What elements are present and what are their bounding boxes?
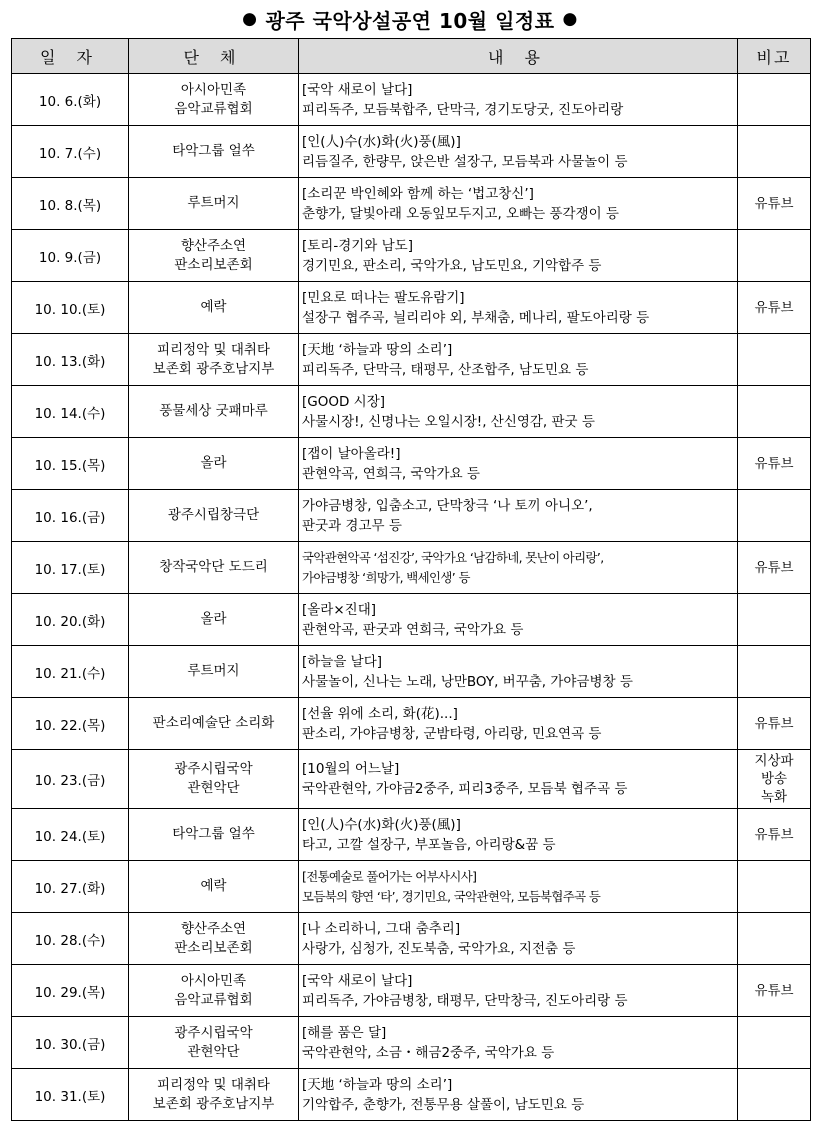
content-cell-line: 피리독주, 단막극, 태평무, 산조합주, 남도민요 등 — [302, 361, 589, 378]
note-cell — [738, 178, 811, 230]
date-cell: 10. 20.(화) — [12, 594, 129, 646]
date-cell: 10. 21.(수) — [12, 646, 129, 698]
note-cell-line: 유튜브 — [754, 195, 794, 212]
content-cell-line: 가야금병창, 입춤소고, 단막창극 ‘나 토끼 아니오’, — [302, 497, 593, 514]
header-date: 일 자 — [12, 39, 129, 74]
table-row — [12, 646, 811, 698]
group-cell-line: 올라 — [200, 611, 227, 627]
content-cell-line: 사물놀이, 신나는 노래, 낭만BOY, 버꾸춤, 가야금병창 등 — [302, 673, 633, 690]
content-cell-line: 국악관현악, 가야금2중주, 피리3중주, 모듬북 협주곡 등 — [302, 781, 628, 797]
group-cell — [129, 861, 299, 913]
header-content: 내 용 — [299, 39, 738, 74]
content-cell — [299, 646, 738, 698]
content-cell-line: 관현악곡, 연희극, 국악가요 등 — [302, 465, 480, 482]
content-cell — [299, 1069, 738, 1121]
content-cell — [299, 542, 738, 594]
note-cell — [738, 386, 811, 438]
bullet-icon: ● — [562, 9, 578, 29]
date-cell: 10. 9.(금) — [12, 230, 129, 282]
content-cell — [299, 178, 738, 230]
content-cell-line: 가야금병창 ‘희망가, 백세인생’ 등 — [302, 569, 470, 585]
table-row — [12, 809, 811, 861]
content-cell-line: 춘향가, 달빛아래 오동잎모두지고, 오빠는 풍각쟁이 등 — [302, 205, 619, 222]
content-cell-line: [해를 품은 달] — [302, 1024, 387, 1041]
group-cell-line: 관현악단 — [187, 1043, 240, 1060]
content-cell-line: [天地 ‘하늘과 땅의 소리’] — [302, 1076, 453, 1093]
group-cell — [129, 809, 299, 861]
group-cell — [129, 74, 299, 126]
header-group: 단 체 — [129, 39, 299, 74]
content-cell-line: 경기민요, 판소리, 국악가요, 남도민요, 기악합주 등 — [302, 257, 602, 274]
table-row — [12, 1017, 811, 1069]
content-cell-line: 기악합주, 춘향가, 전통무용 살풀이, 남도민요 등 — [302, 1096, 585, 1113]
group-cell-line: 예락 — [200, 299, 227, 315]
group-cell-line: 광주시립국악 — [174, 761, 253, 777]
date-cell: 10. 27.(화) — [12, 861, 129, 913]
note-cell — [738, 809, 811, 861]
table-row — [12, 126, 811, 178]
group-cell-line: 타악그룹 얼쑤 — [172, 143, 255, 159]
content-cell — [299, 334, 738, 386]
note-cell — [738, 74, 811, 126]
content-cell-line: 사물시장!, 신명나는 오일시장!, 산신영감, 판굿 등 — [302, 413, 595, 430]
group-cell-line: 광주시립창극단 — [167, 507, 260, 523]
note-cell — [738, 646, 811, 698]
table-row — [12, 542, 811, 594]
table-row — [12, 594, 811, 646]
group-cell-line: 향산주소연 — [180, 920, 247, 937]
date-cell: 10. 6.(화) — [12, 74, 129, 126]
table-row — [12, 386, 811, 438]
group-cell-line: 예락 — [200, 878, 227, 894]
content-cell-line: [토리-경기와 남도] — [302, 237, 413, 254]
table-row — [12, 230, 811, 282]
note-cell — [738, 334, 811, 386]
content-cell — [299, 438, 738, 490]
bullet-icon: ● — [242, 9, 258, 29]
group-cell — [129, 750, 299, 809]
group-cell — [129, 913, 299, 965]
note-cell — [738, 1069, 811, 1121]
content-cell — [299, 126, 738, 178]
content-cell-line: 타고, 고깔 설장구, 부포놀음, 아리랑&꿈 등 — [302, 836, 556, 853]
note-cell — [738, 490, 811, 542]
group-cell-line: 창작국악단 도드리 — [159, 559, 268, 575]
date-cell: 10. 8.(목) — [12, 178, 129, 230]
table-row — [12, 698, 811, 750]
content-cell-line: [GOOD 시장] — [302, 393, 386, 410]
group-cell-line: 보존회 광주호남지부 — [152, 1095, 275, 1112]
group-cell-line: 루트머지 — [187, 195, 240, 211]
content-cell-line: [민요로 떠나는 팔도유람기] — [302, 289, 465, 306]
note-cell — [738, 126, 811, 178]
note-cell-line: 유튜브 — [754, 559, 794, 576]
note-cell-line: 지상파 — [754, 753, 794, 769]
content-cell-line: 사랑가, 심청가, 진도북춤, 국악가요, 지전춤 등 — [302, 940, 576, 957]
table-row — [12, 74, 811, 126]
group-cell — [129, 490, 299, 542]
date-cell: 10. 28.(수) — [12, 913, 129, 965]
note-cell — [738, 750, 811, 809]
group-cell-line: 아시아민족 — [180, 81, 247, 98]
content-cell-line: [나 소리하니, 그대 춤추리] — [302, 920, 461, 937]
group-cell — [129, 126, 299, 178]
content-cell-line: [인(人)수(水)화(火)풍(風)] — [302, 133, 461, 150]
group-cell-line: 풍물세상 굿패마루 — [159, 403, 268, 419]
content-cell — [299, 809, 738, 861]
group-cell — [129, 386, 299, 438]
note-cell-line: 녹화 — [760, 789, 788, 805]
date-cell: 10. 24.(토) — [12, 809, 129, 861]
group-cell — [129, 1069, 299, 1121]
group-cell-line: 관현악단 — [187, 780, 240, 796]
note-cell — [738, 282, 811, 334]
content-cell-line: 설장구 협주곡, 늴리리야 외, 부채춤, 메나리, 팔도아리랑 등 — [302, 309, 650, 326]
content-cell — [299, 861, 738, 913]
group-cell — [129, 698, 299, 750]
content-cell — [299, 698, 738, 750]
group-cell-line: 판소리보존회 — [174, 939, 253, 956]
group-cell — [129, 438, 299, 490]
title-text: 광주 국악상설공연 10월 일정표 — [265, 8, 555, 33]
group-cell — [129, 646, 299, 698]
group-cell — [129, 282, 299, 334]
table-row — [12, 178, 811, 230]
content-cell — [299, 965, 738, 1017]
group-cell-line: 보존회 광주호남지부 — [152, 360, 275, 377]
group-cell-line: 판소리예술단 소리화 — [152, 715, 275, 731]
table-row — [12, 334, 811, 386]
content-cell-line: [인(人)수(水)화(火)풍(風)] — [302, 816, 461, 833]
group-cell-line: 루트머지 — [187, 663, 240, 679]
content-cell — [299, 1017, 738, 1069]
content-cell-line: 국악관현악, 소금・해금2중주, 국악가요 등 — [302, 1044, 555, 1061]
content-cell-line: [天地 ‘하늘과 땅의 소리’] — [302, 341, 453, 358]
date-cell: 10. 13.(화) — [12, 334, 129, 386]
content-cell — [299, 74, 738, 126]
group-cell-line: 향산주소연 — [180, 237, 247, 254]
content-cell — [299, 750, 738, 809]
date-cell: 10. 16.(금) — [12, 490, 129, 542]
group-cell-line: 음악교류협회 — [174, 991, 253, 1008]
content-cell-line: [잽이 날아올라!] — [302, 445, 401, 462]
group-cell-line: 올라 — [200, 455, 227, 471]
group-cell-line: 피리정악 및 대취타 — [157, 341, 270, 358]
header-note: 비고 — [738, 39, 811, 74]
date-cell: 10. 17.(토) — [12, 542, 129, 594]
group-cell — [129, 594, 299, 646]
group-cell-line: 광주시립국악 — [174, 1024, 253, 1041]
note-cell-line: 유튜브 — [754, 715, 794, 732]
header-row — [12, 39, 811, 74]
note-cell-line: 유튜브 — [754, 299, 794, 316]
content-cell-line: [소리꾼 박인혜와 함께 하는 ‘법고창신’] — [302, 185, 534, 202]
table-row — [12, 282, 811, 334]
date-cell: 10. 15.(목) — [12, 438, 129, 490]
group-cell — [129, 1017, 299, 1069]
date-cell: 10. 30.(금) — [12, 1017, 129, 1069]
note-cell — [738, 1017, 811, 1069]
content-cell-line: [10월의 어느날] — [302, 761, 400, 777]
note-cell — [738, 913, 811, 965]
content-cell-line: 판소리, 가야금병창, 군밤타령, 아리랑, 민요연곡 등 — [302, 725, 602, 742]
date-cell: 10. 31.(토) — [12, 1069, 129, 1121]
content-cell — [299, 913, 738, 965]
note-cell — [738, 230, 811, 282]
content-cell-line: 관현악곡, 판굿과 연희극, 국악가요 등 — [302, 621, 524, 638]
note-cell — [738, 594, 811, 646]
schedule-table — [11, 38, 811, 1121]
date-cell: 10. 10.(토) — [12, 282, 129, 334]
table-row — [12, 750, 811, 809]
date-cell: 10. 7.(수) — [12, 126, 129, 178]
note-cell — [738, 965, 811, 1017]
content-cell-line: [전통예술로 풀어가는 어부사시사] — [302, 868, 477, 884]
note-cell — [738, 438, 811, 490]
table-row — [12, 1069, 811, 1121]
group-cell — [129, 230, 299, 282]
group-cell-line: 아시아민족 — [180, 972, 247, 989]
content-cell — [299, 230, 738, 282]
date-cell: 10. 14.(수) — [12, 386, 129, 438]
page-title — [0, 0, 820, 38]
content-cell — [299, 386, 738, 438]
note-cell-line: 유튜브 — [754, 455, 794, 472]
table-row — [12, 913, 811, 965]
content-cell — [299, 594, 738, 646]
table-row — [12, 861, 811, 913]
content-cell — [299, 490, 738, 542]
content-cell — [299, 282, 738, 334]
group-cell-line: 피리정악 및 대취타 — [157, 1076, 270, 1093]
note-cell-line: 유튜브 — [754, 982, 794, 999]
note-cell — [738, 542, 811, 594]
note-cell — [738, 698, 811, 750]
content-cell-line: 리듬질주, 한량무, 앉은반 설장구, 모듬북과 사물놀이 등 — [302, 153, 628, 170]
content-cell-line: [국악 새로이 날다] — [302, 81, 413, 98]
note-cell — [738, 861, 811, 913]
content-cell-line: [하늘을 날다] — [302, 653, 383, 670]
content-cell-line: 국악관현악곡 ‘섬진강’, 국악가요 ‘남감하네, 못난이 아리랑’, — [302, 549, 604, 565]
date-cell: 10. 22.(목) — [12, 698, 129, 750]
table-row — [12, 490, 811, 542]
content-cell-line: [선율 위에 소리, 화(花)...] — [302, 705, 458, 722]
group-cell — [129, 965, 299, 1017]
content-cell-line: 피리독주, 모듬북합주, 단막극, 경기도당굿, 진도아리랑 — [302, 101, 624, 118]
content-cell-line: [국악 새로이 날다] — [302, 972, 413, 989]
date-cell: 10. 23.(금) — [12, 750, 129, 809]
content-cell-line: 피리독주, 가야금병창, 태평무, 단막창극, 진도아리랑 등 — [302, 992, 628, 1009]
group-cell — [129, 178, 299, 230]
content-cell-line: 판굿과 경고무 등 — [302, 517, 402, 534]
table-row — [12, 965, 811, 1017]
group-cell-line: 타악그룹 얼쑤 — [172, 826, 255, 842]
group-cell — [129, 334, 299, 386]
note-cell-line: 유튜브 — [754, 826, 794, 843]
group-cell-line: 판소리보존회 — [174, 256, 253, 273]
content-cell-line: [올라×진대] — [302, 601, 377, 618]
group-cell — [129, 542, 299, 594]
note-cell-line: 방송 — [760, 771, 788, 787]
group-cell-line: 음악교류협회 — [174, 100, 253, 117]
date-cell: 10. 29.(목) — [12, 965, 129, 1017]
content-cell-line: 모듬북의 향연 ‘타’, 경기민요, 국악관현악, 모듬북협주곡 등 — [302, 888, 601, 904]
table-row — [12, 438, 811, 490]
